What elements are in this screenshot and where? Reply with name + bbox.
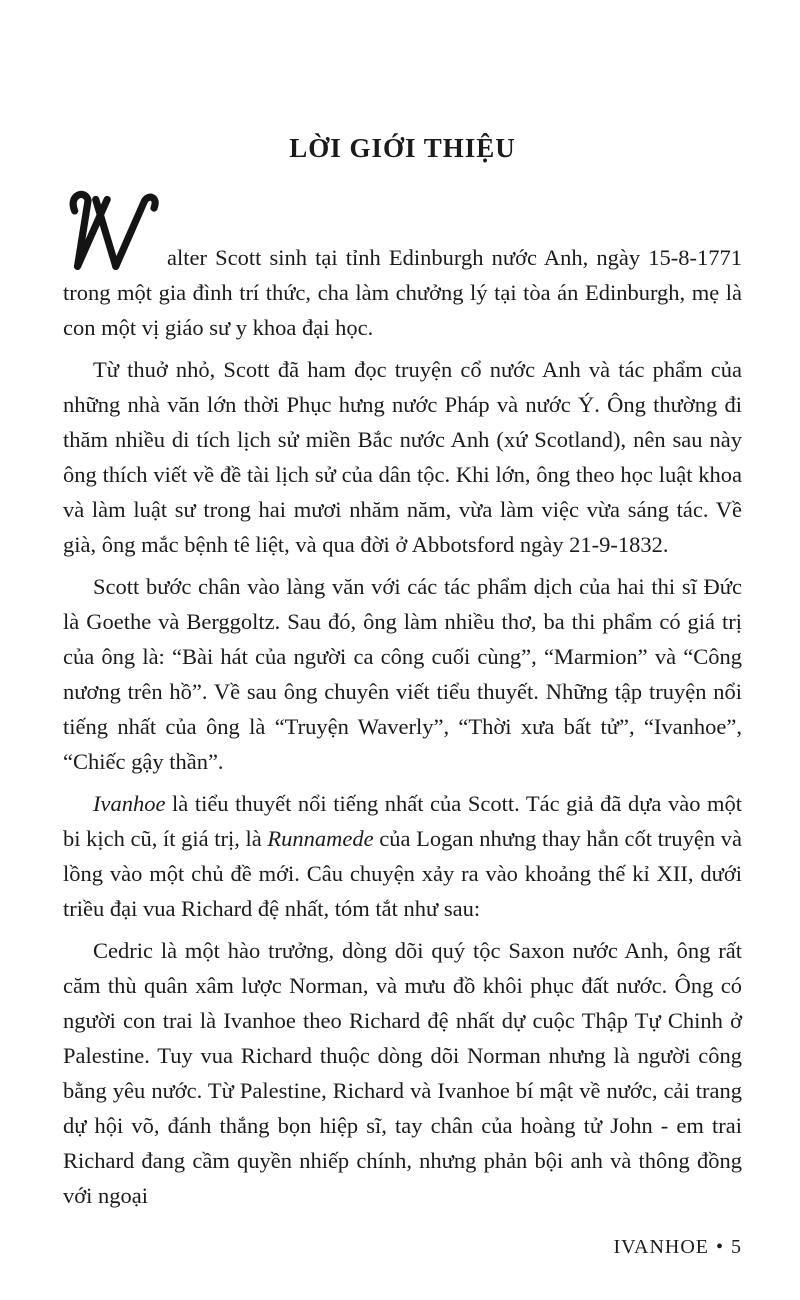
text-run: là tiểu thuyết nổi tiếng nhất của Scott. Tác giả đã dựa vào một bi kịch cũ, ít giá trị, là [63, 791, 742, 851]
paragraph [63, 240, 742, 345]
italic-text-run: Ivanhoe [93, 791, 166, 816]
text-run: alter Scott sinh tại tỉnh Edinburgh nước Anh, ngày 15-8-1771 trong một gia đình trí thức, cha làm chưởng lý tại tòa án Edinburgh, mẹ là con một vị giáo sư y khoa đại học. [63, 245, 742, 340]
running-footer [613, 1236, 742, 1259]
footer-book-title: IVANHOE [613, 1236, 709, 1258]
text-run: của Logan nhưng thay hẳn cốt truyện và lồng vào một chủ đề mới. Câu chuyện xảy ra vào khoảng thế kỉ XII, dưới triều đại vua Richard đệ nhất, tóm tắt như sau: [63, 826, 743, 921]
paragraph [63, 352, 742, 562]
paragraphs [63, 240, 742, 1213]
page-title: LỜI GIỚI THIỆU [289, 133, 516, 163]
text-block [63, 133, 742, 1213]
paragraph [63, 786, 742, 926]
footer-separator: • [715, 1236, 724, 1258]
text-run: Cedric là một hào trưởng, dòng dõi quý tộc Saxon nước Anh, ông rất căm thù quân xâm lược Norman, và mưu đồ khôi phục đất nước. Ông có người con trai là Ivanhoe theo Richard đệ nhất dự cuộc Thập Tự Chinh ở Palestine. Tuy vua Richard thuộc dòng dõi Norman nhưng là người công bằng yêu nước. Từ Palestine, Richard và Ivanhoe bí mật về nước, cải trang dự hội võ, đánh thắng bọn hiệp sĩ, tay chân của hoàng tử John - em trai Richard đang cầm quyền nhiếp chính, nhưng phản bội anh và thông đồng với ngoại [63, 938, 742, 1208]
italic-text-run: Runnamede [267, 826, 374, 851]
drop-cap-w [63, 240, 167, 275]
paragraph [63, 933, 742, 1213]
footer-page-number: 5 [731, 1236, 742, 1258]
text-run: Từ thuở nhỏ, Scott đã ham đọc truyện cổ nước Anh và tác phẩm của những nhà văn lớn thời Phục hưng nước Pháp và nước Ý. Ông thường đi thăm nhiều di tích lịch sử miền Bắc nước Anh (xứ Scotland), nên sau này ông thích viết về đề tài lịch sử của dân tộc. Khi lớn, ông theo học luật khoa và làm luật sư trong hai mươi nhăm năm, vừa làm việc vừa sáng tác. Về già, ông mắc bệnh tê liệt, và qua đời ở Abbotsford ngày 21-9-1832. [63, 357, 742, 557]
text-run: Scott bước chân vào làng văn với các tác phẩm dịch của hai thi sĩ Đức là Goethe và Berggoltz. Sau đó, ông làm nhiều thơ, ba thi phẩm có giá trị của ông là: “Bài hát của người ca công cuối cùng”, “Marmion” và “Công nương trên hồ”. Về sau ông chuyên viết tiểu thuyết. Những tập truyện nổi tiếng nhất của ông là “Truyện Waverly”, “Thời xưa bất tử”, “Ivanhoe”, “Chiếc gậy thần”. [63, 574, 742, 774]
paragraph [63, 569, 742, 779]
